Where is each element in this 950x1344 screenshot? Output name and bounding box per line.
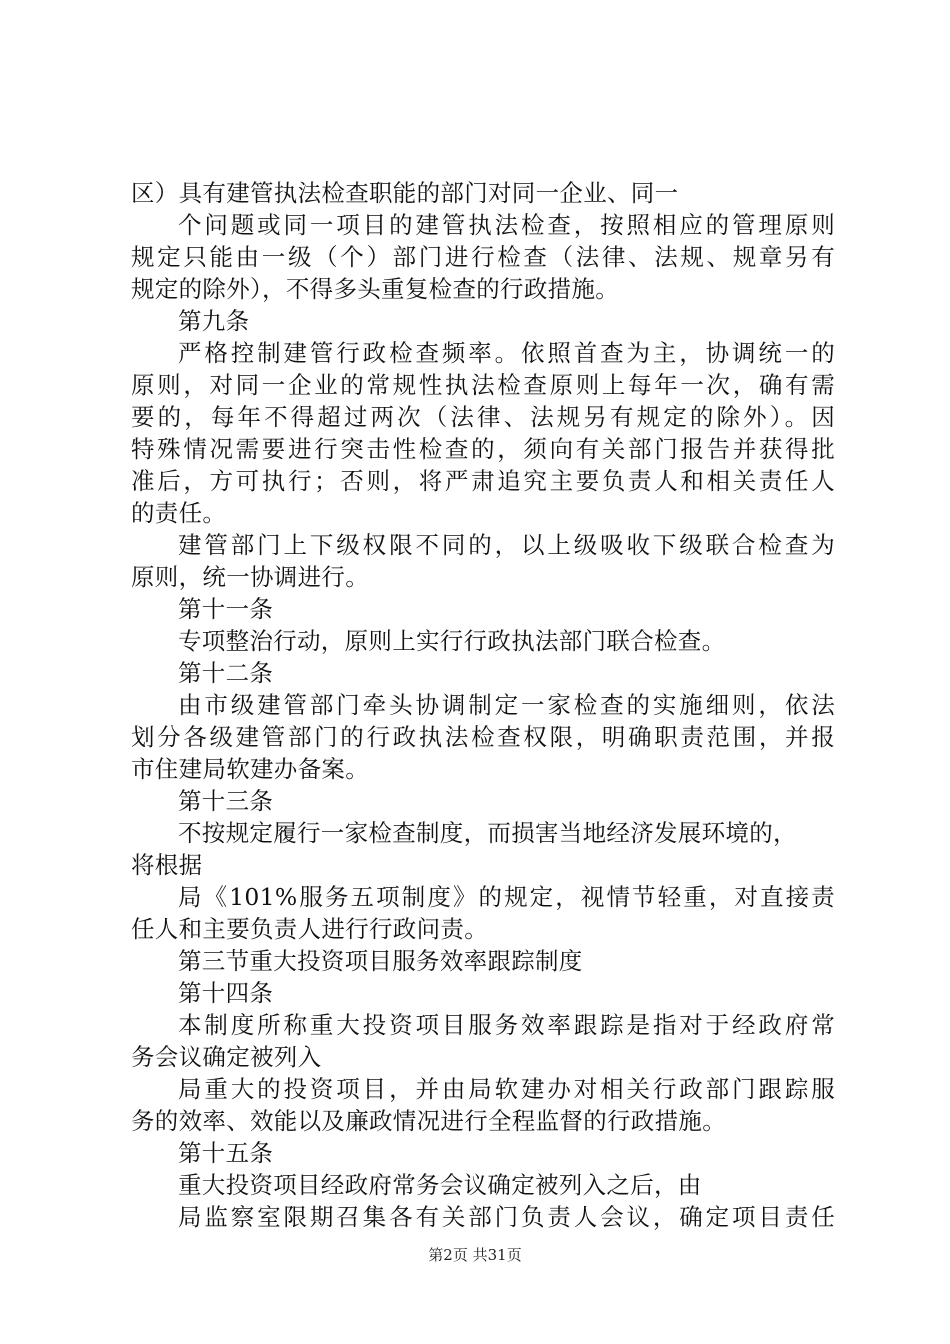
article-heading: 第十二条: [178, 659, 274, 687]
document-body: [131, 177, 835, 1233]
section-heading: 第三节重大投资项目服务效率跟踪制度: [178, 947, 583, 975]
text-line: 特殊情况需要进行突击性检查的，须向有关部门报告并获得批: [131, 435, 835, 463]
text-line: 原则，统一协调进行。: [131, 563, 369, 591]
text-line: 准后，方可执行；否则，将严肃追究主要负责人和相关责任人: [131, 467, 835, 495]
text-line: 务的效率、效能以及廉政情况进行全程监督的行政措施。: [131, 1107, 726, 1135]
text-line: 的责任。: [131, 499, 227, 527]
text-line: 规定只能由一级（个）部门进行检查（法律、法规、规章另有: [131, 243, 835, 271]
text-line: 局《101%服务五项制度》的规定，视情节轻重，对直接责: [178, 883, 835, 911]
text-line: 市住建局软建办备案。: [131, 755, 369, 783]
article-heading: 第十五条: [178, 1139, 274, 1167]
text-line: 建管部门上下级权限不同的，以上级吸收下级联合检查为: [178, 531, 835, 559]
text-line: 重大投资项目经政府常务会议确定被列入之后，由: [178, 1171, 702, 1199]
text-line: 不按规定履行一家检查制度，而损害当地经济发展环境的，: [178, 819, 797, 847]
text-line: 划分各级建管部门的行政执法检查权限，明确职责范围，并报: [131, 723, 835, 751]
text-line: 本制度所称重大投资项目服务效率跟踪是指对于经政府常: [178, 1011, 835, 1039]
article-heading: 第十四条: [178, 979, 274, 1007]
text-line: 严格控制建管行政检查频率。依照首查为主，协调统一的: [178, 339, 835, 367]
text-line: 原则，对同一企业的常规性执法检查原则上每年一次，确有需: [131, 371, 835, 399]
text-line: 由市级建管部门牵头协调制定一家检查的实施细则，依法: [178, 691, 835, 719]
article-heading: 第十三条: [178, 787, 274, 815]
text-line: 局重大的投资项目，并由局软建办对相关行政部门跟踪服: [178, 1075, 835, 1103]
text-line: 区）具有建管执法检查职能的部门对同一企业、同一: [131, 179, 679, 207]
text-line: 规定的除外），不得多头重复检查的行政措施。: [131, 275, 620, 303]
text-line: 务会议确定被列入: [131, 1043, 322, 1071]
text-line: 要的，每年不得超过两次（法律、法规另有规定的除外）。因: [131, 403, 835, 431]
article-heading: 第九条: [178, 307, 250, 335]
page-number-footer: 第2页 共31页: [428, 1246, 522, 1264]
text-line: 局监察室限期召集各有关部门负责人会议，确定项目责任: [178, 1203, 835, 1231]
text-line: 个问题或同一项目的建管执法检查，按照相应的管理原则: [178, 211, 835, 239]
text-line: 任人和主要负责人进行行政问责。: [131, 915, 488, 943]
text-line: 将根据: [131, 851, 203, 879]
article-heading: 第十一条: [178, 595, 274, 623]
text-line: 专项整治行动，原则上实行行政执法部门联合检查。: [178, 627, 726, 655]
